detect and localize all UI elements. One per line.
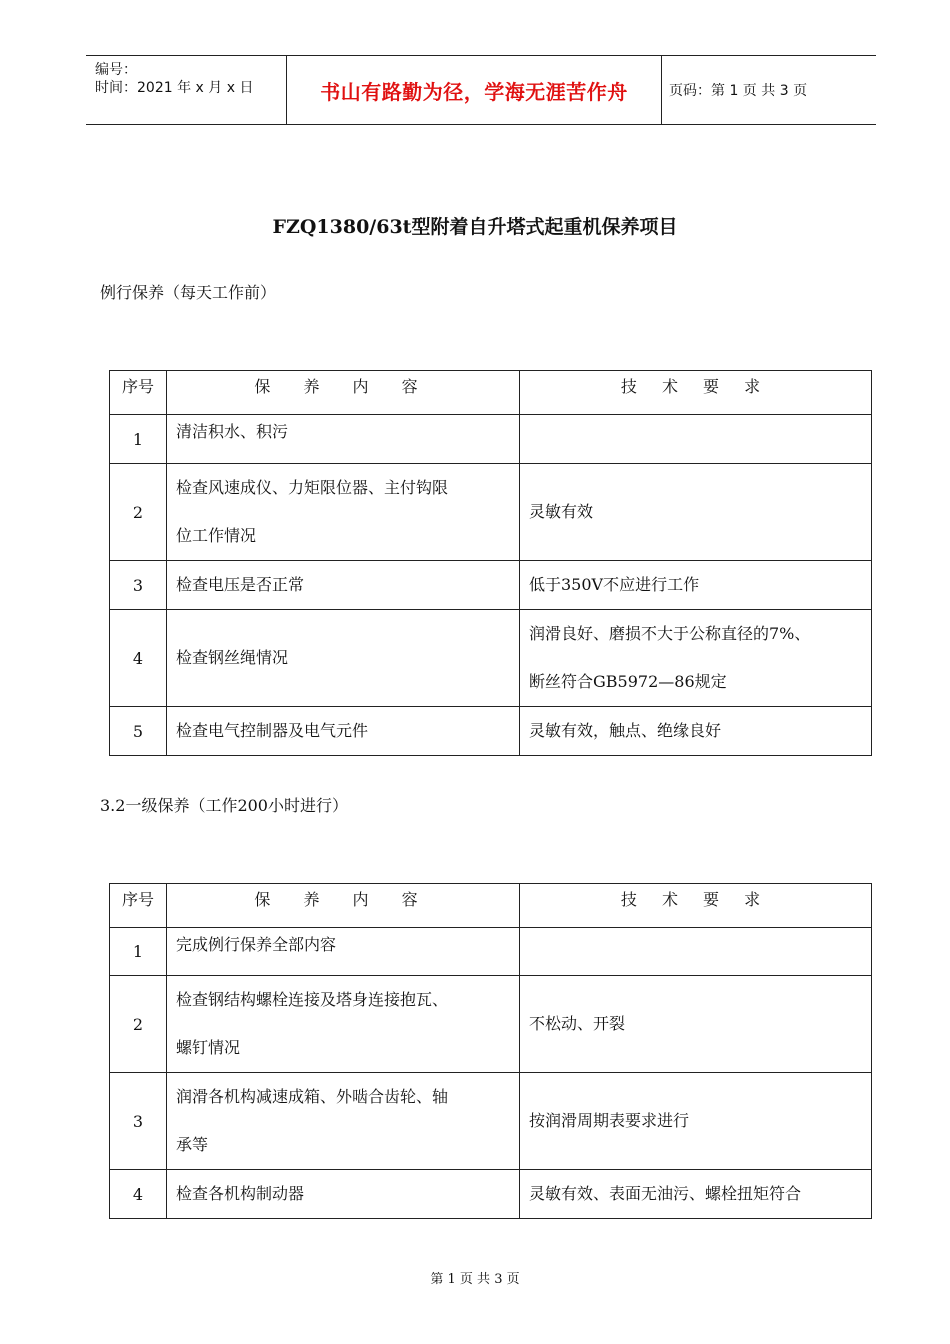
row-content (167, 976, 520, 1073)
row-requirement-line: 灵敏有效、表面无油污、螺栓扭矩符合 (529, 1184, 802, 1203)
row-no: 4 (110, 1170, 167, 1219)
row-requirement-line: 不松动、开裂 (529, 1014, 626, 1033)
row-content (167, 707, 520, 756)
row-requirement (520, 928, 872, 976)
row-requirement (520, 464, 872, 561)
row-content-line: 润滑各机构减速成箱、外啮合齿轮、轴 (176, 1087, 449, 1106)
table-row (110, 415, 872, 464)
row-no: 2 (110, 464, 167, 561)
row-content-line: 检查电压是否正常 (176, 575, 305, 594)
table-row (110, 610, 872, 707)
row-content-line: 承等 (176, 1135, 209, 1154)
col-header-content-text: 保 养 内 容 (254, 377, 432, 396)
table-row (110, 1170, 872, 1219)
row-content (167, 1073, 520, 1170)
row-content-line: 螺钉情况 (176, 1038, 241, 1057)
row-requirement (520, 1170, 872, 1219)
header-motto-cell (286, 56, 662, 124)
col-header-no: 序号 (110, 371, 167, 415)
row-content-line: 检查电气控制器及电气元件 (176, 721, 369, 740)
row-content-line: 检查钢结构螺栓连接及塔身连接抱瓦、 (176, 990, 449, 1009)
row-no: 3 (110, 561, 167, 610)
doc-code-label: 编号： (95, 62, 137, 78)
row-requirement-line: 灵敏有效，触点、绝缘良好 (529, 721, 722, 740)
routine-maintenance-table (109, 370, 872, 756)
col-header-content (167, 371, 520, 415)
row-requirement-line: 按润滑周期表要求进行 (529, 1111, 690, 1130)
table-row (110, 707, 872, 756)
row-no: 4 (110, 610, 167, 707)
row-no: 5 (110, 707, 167, 756)
row-no: 2 (110, 976, 167, 1073)
header-page-cell (661, 56, 876, 124)
col-header-content (167, 884, 520, 928)
col-header-no: 序号 (110, 884, 167, 928)
row-requirement-line: 低于350V不应进行工作 (529, 575, 700, 594)
row-content (167, 1170, 520, 1219)
table-header-row (110, 371, 872, 415)
header-page-label: 页码：第 1 页 共 3 页 (669, 83, 808, 99)
row-requirement-line: 润滑良好、磨损不大于公称直径的7%、 (529, 624, 811, 643)
page-footer: 第 1 页 共 3 页 (430, 1272, 520, 1287)
col-header-requirement (520, 884, 872, 928)
table-row (110, 464, 872, 561)
col-header-requirement (520, 371, 872, 415)
row-requirement-line: 断丝符合GB5972—86规定 (529, 672, 727, 691)
row-content-line: 清洁积水、积污 (176, 422, 289, 441)
row-requirement (520, 610, 872, 707)
header-meta-cell (86, 56, 286, 124)
row-content (167, 561, 520, 610)
row-content (167, 415, 520, 464)
row-content-line: 位工作情况 (176, 526, 257, 545)
row-requirement (520, 707, 872, 756)
table-row (110, 561, 872, 610)
row-content-line: 完成例行保养全部内容 (176, 935, 337, 954)
page-header (86, 55, 876, 125)
row-requirement-line: 灵敏有效 (529, 502, 594, 521)
row-content (167, 928, 520, 976)
row-content (167, 610, 520, 707)
document-title: FZQ1380/63t型附着自升塔式起重机保养项目 (272, 216, 678, 238)
row-content-line: 检查风速成仪、力矩限位器、主付钩限 (176, 478, 449, 497)
table-row (110, 928, 872, 976)
row-content (167, 464, 520, 561)
col-header-content-text: 保 养 内 容 (254, 890, 432, 909)
section-heading-routine: 例行保养（每天工作前） (100, 283, 277, 302)
row-no: 1 (110, 928, 167, 976)
row-requirement (520, 976, 872, 1073)
col-header-requirement-text: 技 术 要 求 (620, 377, 771, 396)
row-no: 1 (110, 415, 167, 464)
row-content-line: 检查钢丝绳情况 (176, 648, 289, 667)
header-motto: 书山有路勤为径，学海无涯苦作舟 (320, 80, 628, 104)
level1-maintenance-table (109, 883, 872, 1219)
row-requirement (520, 1073, 872, 1170)
row-no: 3 (110, 1073, 167, 1170)
row-requirement (520, 561, 872, 610)
doc-time-label: 时间：2021 年 x 月 x 日 (95, 80, 254, 96)
table-row (110, 1073, 872, 1170)
section-heading-level1: 3.2一级保养（工作200小时进行） (100, 796, 348, 815)
table-header-row (110, 884, 872, 928)
col-header-requirement-text: 技 术 要 求 (620, 890, 771, 909)
row-requirement (520, 415, 872, 464)
row-content-line: 检查各机构制动器 (176, 1184, 305, 1203)
table-row (110, 976, 872, 1073)
